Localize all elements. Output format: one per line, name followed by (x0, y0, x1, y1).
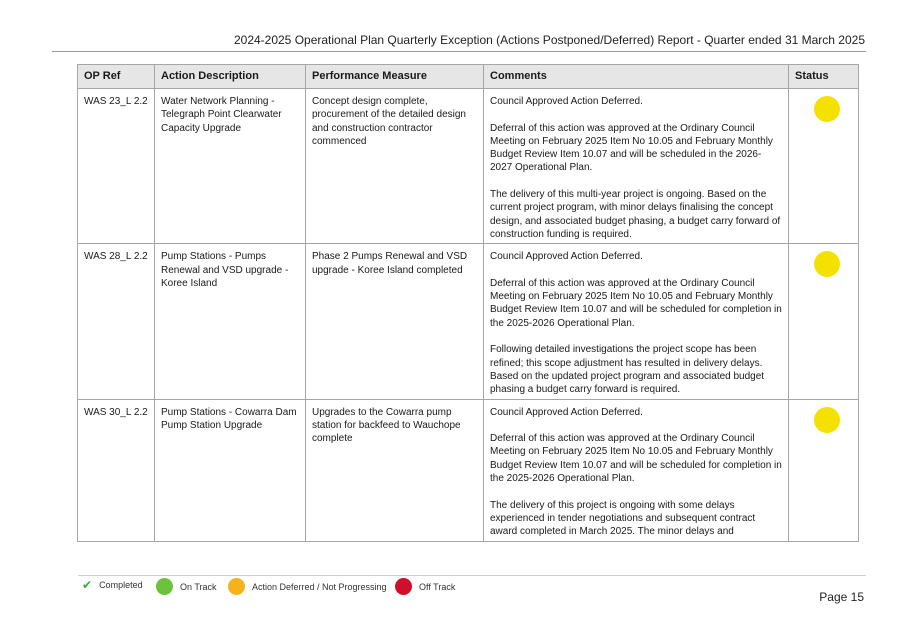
comment-paragraph: Council Approved Action Deferred. (490, 406, 643, 418)
legend-label: On Track (180, 581, 217, 592)
op-ref-cell: WAS 28_L 2.2 (78, 244, 155, 399)
op-ref-cell: WAS 30_L 2.2 (78, 399, 155, 541)
legend-item-completed (82, 578, 143, 592)
action-description-cell: Pump Stations - Pumps Renewal and VSD upgrade - Koree Island (155, 244, 306, 399)
legend-item-on-track (156, 578, 217, 595)
legend-label: Action Deferred / Not Progressing (252, 581, 387, 592)
comments-cell (484, 399, 789, 541)
legend-label: Completed (99, 580, 143, 590)
legend-item-deferred (228, 578, 387, 595)
status-cell (789, 399, 859, 541)
action-description-cell: Pump Stations - Cowarra Dam Pump Station Upgrade (155, 399, 306, 541)
comment-paragraph: Deferral of this action was approved at the Ordinary Council Meeting on February 2025 Item No 10.05 and February Monthly Budget Review Item 10.07 and will be scheduled for completion in the 2025-2026 Operational Plan. (490, 433, 782, 485)
comment-paragraph: Council Approved Action Deferred. (490, 96, 643, 107)
column-header-performance-measure: Performance Measure (306, 65, 484, 89)
column-header-status: Status (789, 65, 859, 89)
status-legend (78, 575, 866, 606)
performance-measure-cell: Phase 2 Pumps Renewal and VSD upgrade - Koree Island completed (306, 244, 484, 399)
status-cell (789, 244, 859, 399)
comment-paragraph: The delivery of this project is ongoing with some delays experienced in tender negotiations and subsequent contract award completed in March 2025. The minor delays and (490, 499, 756, 538)
column-header-op-ref: OP Ref (78, 65, 155, 89)
legend-item-off-track (395, 578, 455, 595)
comment-paragraph: Deferral of this action was approved at the Ordinary Council Meeting on February 2025 Item No 10.05 and February Monthly Budget Review Item 10.07 and will be scheduled in the 2026-2027 Operational Plan. (490, 122, 773, 174)
op-ref-cell: WAS 23_L 2.2 (78, 89, 155, 244)
column-header-comments: Comments (484, 65, 789, 89)
status-indicator-deferred (814, 251, 840, 277)
comments-cell (484, 244, 789, 399)
amber-circle-icon (228, 578, 245, 595)
page-number: Page 15 (819, 590, 864, 604)
table-header-row (78, 65, 859, 89)
check-icon: ✔ (82, 578, 93, 592)
comment-paragraph: The delivery of this multi-year project is ongoing. Based on the current project program, with minor delays finalising the concept design, and associated budget phasing, a budget carry forward of construction funding is required. (490, 189, 781, 240)
comments-cell (484, 89, 789, 244)
comment-paragraph: Deferral of this action was approved at the Ordinary Council Meeting on February 2025 Item No 10.05 and February Monthly Budget Review Item 10.07 and will be scheduled for completion in the 2025-2026 Operational Plan. (490, 277, 782, 329)
red-circle-icon (395, 578, 412, 595)
legend-label: Off Track (419, 581, 456, 592)
table-row (78, 89, 859, 244)
status-indicator-deferred (814, 96, 840, 122)
report-header-title: 2024-2025 Operational Plan Quarterly Exception (Actions Postponed/Deferred) Report - Quarter ended 31 March 2025 (233, 33, 865, 47)
table-row (78, 399, 859, 541)
header-divider (52, 51, 866, 52)
performance-measure-cell: Upgrades to the Cowarra pump station for backfeed to Wauchope complete (306, 399, 484, 541)
green-circle-icon (156, 578, 173, 595)
status-indicator-deferred (814, 407, 840, 433)
status-cell (789, 89, 859, 244)
column-header-action-description: Action Description (155, 65, 306, 89)
action-description-cell: Water Network Planning - Telegraph Point Clearwater Capacity Upgrade (155, 89, 306, 244)
table-row (78, 244, 859, 399)
performance-measure-cell: Concept design complete, procurement of the detailed design and construction contractor commenced (306, 89, 484, 244)
comment-paragraph: Following detailed investigations the project scope has been refined; this scope adjustment has resulted in delivery delays. Based on the updated project program and associated budget phasing a budget carry forward is required. (490, 344, 765, 396)
exception-report-table (77, 64, 859, 542)
comment-paragraph: Council Approved Action Deferred. (490, 251, 643, 263)
